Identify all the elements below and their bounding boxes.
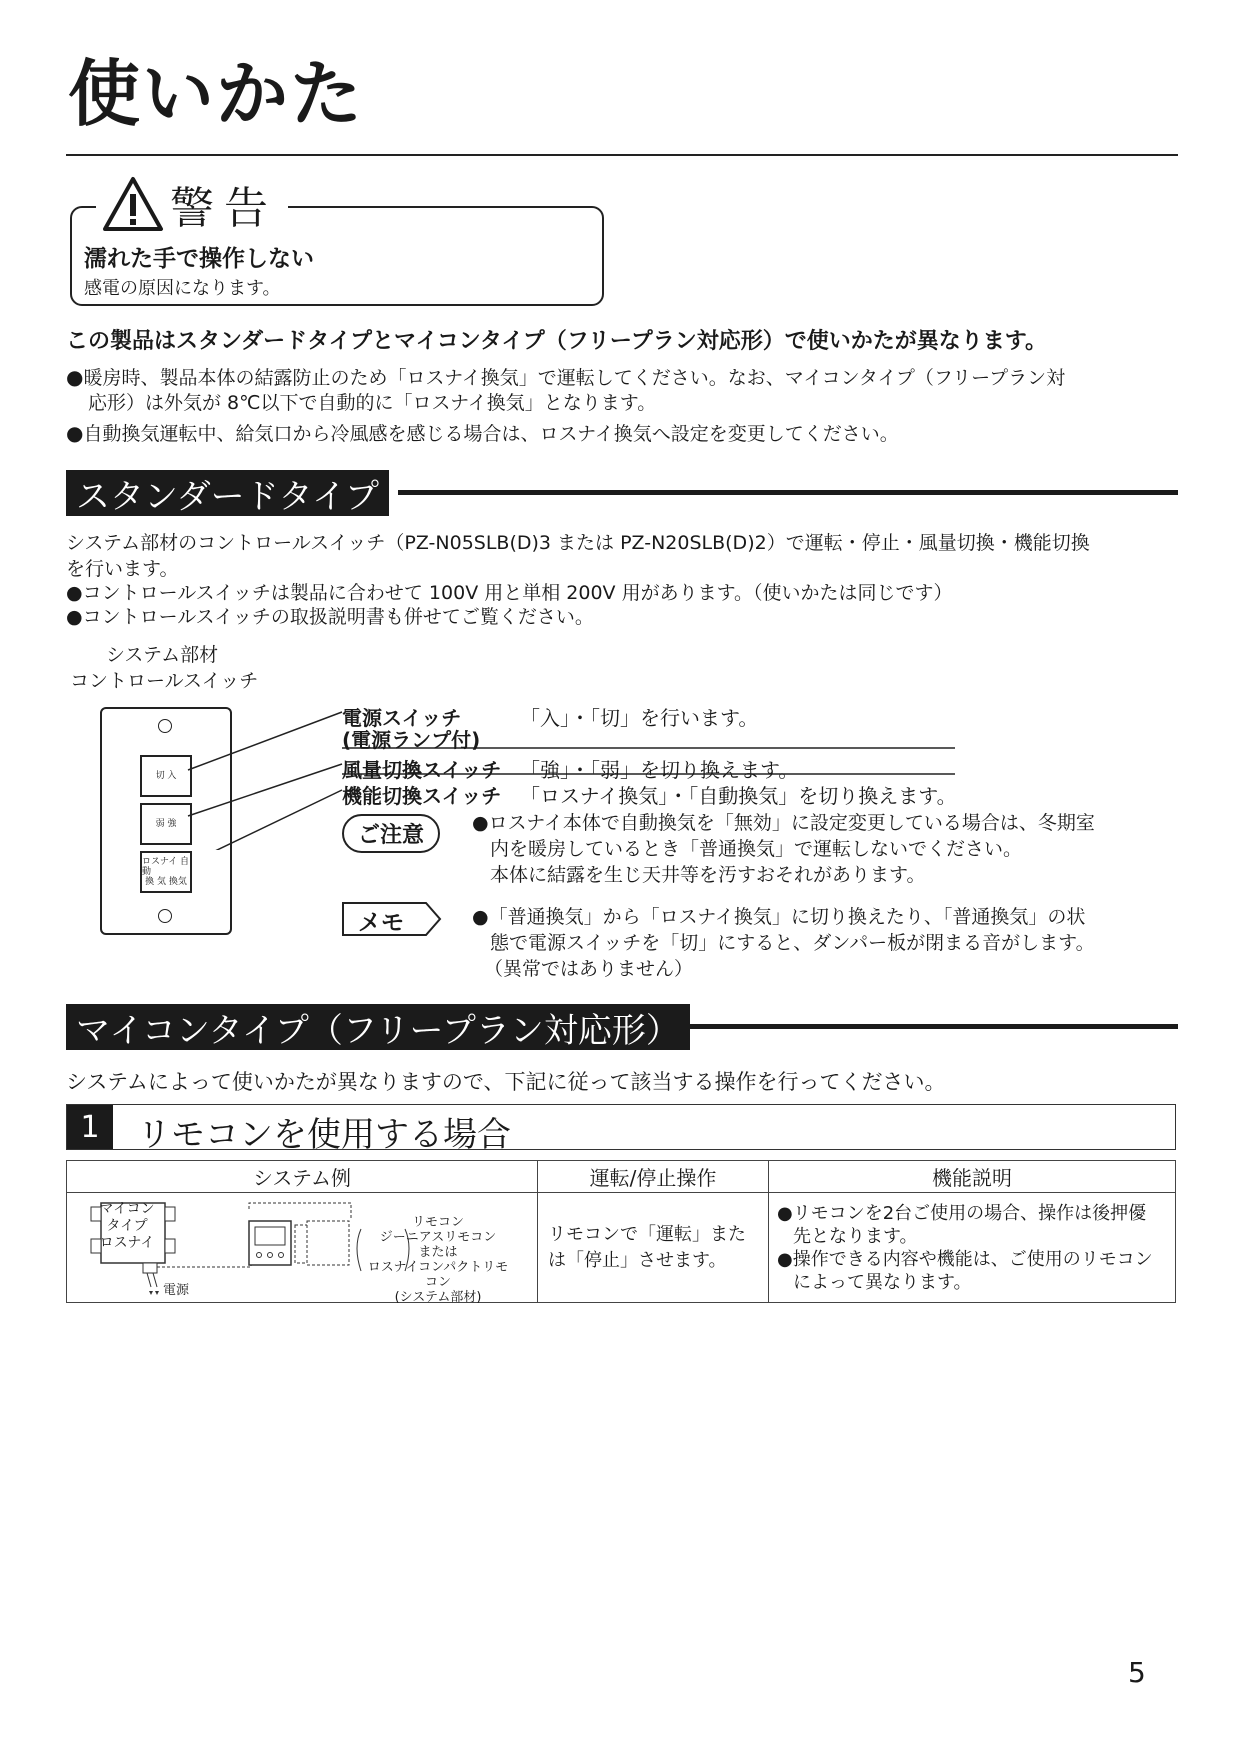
diagram-unit-label-2: タイプ bbox=[106, 1218, 148, 1234]
airflow-switch-desc: 「強」・「弱」を切り換えます。 bbox=[520, 758, 799, 782]
diagram-remote-label-2: ジーニアスリモコン bbox=[379, 1230, 497, 1245]
warning-triangle-icon bbox=[102, 176, 164, 232]
memo-line-3: （異常ではありません） bbox=[484, 958, 694, 980]
function-switch[interactable]: ロスナイ 自動 換 気 換気 bbox=[140, 851, 192, 893]
caution-label: ご注意 bbox=[342, 814, 440, 853]
warning-title: 警告 bbox=[170, 183, 278, 234]
case-title: リモコンを使用する場合 bbox=[137, 1115, 511, 1155]
standard-text-1: システム部材のコントロールスイッチ（PZ-N05SLB(D)3 または PZ-N20SLB(D)2）で運転・停止・風量切換・機能切換 bbox=[66, 532, 1090, 554]
diagram-remote-label-1: リモコン bbox=[411, 1215, 464, 1230]
memo-label-box bbox=[342, 902, 442, 940]
diagram-remote-label-4: ロスナイコンパクトリモコン bbox=[367, 1260, 509, 1290]
standard-bullet-1: ●コントロールスイッチは製品に合わせて 100V 用と単相 200V 用があります。（使いかたは同じです） bbox=[66, 582, 953, 604]
airflow-switch[interactable]: 弱 強 bbox=[140, 803, 192, 845]
warning-main-text: 濡れた手で操作しない bbox=[84, 246, 314, 272]
power-switch[interactable]: 切 入 bbox=[140, 755, 192, 797]
diagram-remote-label-3: または bbox=[418, 1245, 458, 1260]
standard-section-heading: スタンダードタイプ bbox=[66, 470, 389, 516]
warning-sub-text: 感電の原因になります。 bbox=[84, 278, 281, 299]
function-line-4: によって異なります。 bbox=[793, 1271, 972, 1293]
section-rule bbox=[680, 1024, 1178, 1029]
bullet-dot-icon: ● bbox=[66, 421, 84, 445]
memo-line-2: 態で電源スイッチを「切」にすると、ダンパー板が閉まる音がします。 bbox=[490, 932, 1095, 954]
screw-icon bbox=[158, 909, 172, 923]
switch-caption-2: コントロールスイッチ bbox=[70, 670, 259, 692]
function-line-2: 先となります。 bbox=[793, 1225, 918, 1247]
diagram-unit-label-3: ロスナイ bbox=[99, 1235, 155, 1251]
micom-lead: システムによって使いかたが異なりますので、下記に従って該当する操作を行ってください。 bbox=[66, 1070, 946, 1094]
standard-bullet-2: ●コントロールスイッチの取扱説明書も併せてご覧ください。 bbox=[66, 606, 594, 628]
intro-bullet-2: ●自動換気運転中、給気口から冷風感を感じる場合は、ロスナイ換気へ設定を変更してください。 bbox=[66, 421, 899, 445]
bullet-dot-icon: ● bbox=[66, 365, 84, 389]
caution-line-3: 本体に結露を生じ天井等を汚すおそれがあります。 bbox=[490, 864, 926, 886]
page-number: 5 bbox=[1128, 1656, 1146, 1689]
title-rule bbox=[66, 154, 1178, 156]
operation-cell bbox=[538, 1193, 769, 1303]
memo-line-1: ●「普通換気」から「ロスナイ換気」に切り換えたり、「普通換気」の状 bbox=[472, 906, 1086, 928]
power-switch-desc: 「入」・「切」を行います。 bbox=[520, 706, 759, 730]
diagram-remote-label-5: (システム部材) bbox=[394, 1290, 482, 1305]
bullet-dot-icon: ● bbox=[472, 812, 489, 834]
screw-icon bbox=[158, 719, 172, 733]
airflow-switch-label: 風量切換スイッチ bbox=[342, 758, 502, 782]
switch-caption-1: システム部材 bbox=[106, 644, 219, 666]
bullet-dot-icon: ● bbox=[777, 1202, 793, 1224]
table-header-system: システム例 bbox=[67, 1161, 538, 1193]
intro-bullet-1-cont: 応形）は外気が 8℃以下で自動的に「ロスナイ換気」となります。 bbox=[88, 392, 657, 414]
function-cell bbox=[769, 1193, 1176, 1303]
system-table bbox=[66, 1160, 1176, 1303]
table-header-operation: 運転/停止操作 bbox=[538, 1161, 769, 1193]
intro-bullet-1: ●暖房時、製品本体の結露防止のため「ロスナイ換気」で運転してください。なお、マイコンタイプ（フリープラン対 bbox=[66, 365, 1066, 389]
function-line-3: ●操作できる内容や機能は、ご使用のリモコン bbox=[777, 1248, 1153, 1270]
standard-text-2: を行います。 bbox=[66, 558, 179, 580]
warning-header bbox=[96, 172, 288, 236]
table-header-function: 機能説明 bbox=[769, 1161, 1176, 1193]
page-title: 使いかた bbox=[68, 52, 365, 136]
operation-line-1: リモコンで「運転」また bbox=[548, 1223, 746, 1245]
caution-line-1: ●ロスナイ本体で自動換気を「無効」に設定変更している場合は、冬期室 bbox=[472, 812, 1095, 834]
bullet-dot-icon: ● bbox=[472, 906, 489, 928]
operation-line-2: は「停止」させます。 bbox=[548, 1249, 727, 1271]
memo-label: メモ bbox=[358, 910, 404, 936]
diagram-unit-label-1: マイコン bbox=[99, 1201, 155, 1217]
power-switch-label: 電源スイッチ bbox=[342, 706, 462, 730]
power-switch-label-2: (電源ランプ付) bbox=[342, 728, 481, 752]
function-switch-desc: 「ロスナイ換気」・「自動換気」を切り換えます。 bbox=[520, 784, 957, 808]
bullet-dot-icon: ● bbox=[66, 582, 83, 604]
caution-line-2: 内を暖房しているとき「普通換気」で運転しないでください。 bbox=[490, 838, 1023, 860]
function-switch-label: 機能切換スイッチ bbox=[342, 784, 502, 808]
diagram-power-label: 電源 bbox=[163, 1283, 190, 1298]
bullet-dot-icon: ● bbox=[66, 606, 83, 628]
micom-section-heading: マイコンタイプ（フリープラン対応形） bbox=[66, 1004, 690, 1050]
case-1-header bbox=[66, 1104, 1176, 1155]
section-rule bbox=[398, 490, 1178, 495]
bullet-dot-icon: ● bbox=[777, 1248, 793, 1270]
intro-lead: この製品はスタンダードタイプとマイコンタイプ（フリープラン対応形）で使いかたが異なります。 bbox=[66, 329, 1047, 354]
function-line-1: ●リモコンを2台ご使用の場合、操作は後押優 bbox=[777, 1202, 1147, 1224]
case-number: 1 bbox=[67, 1105, 113, 1149]
system-diagram-cell bbox=[67, 1193, 538, 1303]
